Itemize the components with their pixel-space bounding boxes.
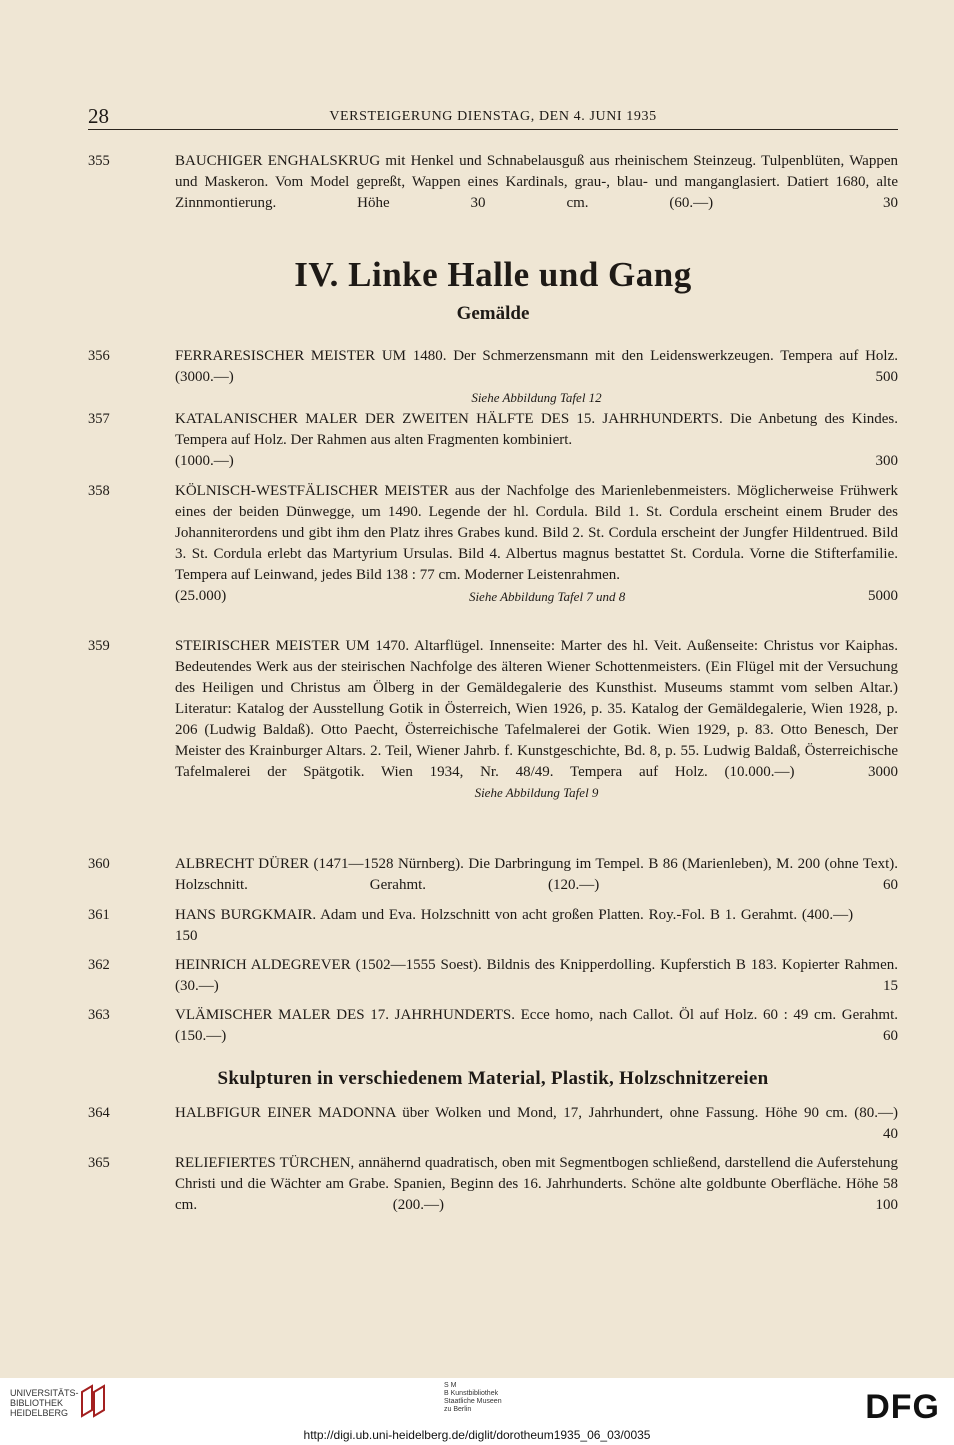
lot-price: 150 [175,928,198,944]
lot-description [175,955,898,997]
lot-number: 364 [88,1105,110,1121]
dfg-logo: DFG [865,1388,940,1426]
lot-text: ALBRECHT DÜRER (1471—1528 Nürnberg). Die Darbringung im Tempel. B 86 (Marienleben), M. 200 (ohne Text). Holzschnitt. Gerahmt. (120.—) [175,856,898,893]
lot-text: BAUCHIGER ENGHALSKRUG mit Henkel und Schnabelausguß aus rheinischem Steinzeug. Tulpenblüten, Wappen und Maskeron. Vom Model gepreßt, Wappen eines Kardinals, grau-, blau- und manganglasiert. Datiert 1680, alte Zinnmontierung. Höhe 30 cm. (60.—) [175,153,898,211]
university-logo-icon [78,1384,108,1418]
uni-line: BIBLIOTHEK [10,1398,64,1408]
lot-entry-362 [88,955,898,997]
digitization-footer [0,1378,954,1445]
lot-price: 60 [883,877,898,893]
lot-text: STEIRISCHER MEISTER UM 1470. Altarflügel. Innenseite: Marter des hl. Veit. Außenseite: Christus vor Kaiphas. Bedeutendes Werk aus der steirischen Nachfolge des älteren Wiener Schottenmeisters. (Ein Flügel mit der Versuchung des Heiligen und Christus am Ölberg in der Gemäldegalerie des Kunsthist. Museums stammt vom selben Altar.) Literatur: Katalog der Ausstellung Gotik in Österreich, Wien 1926, p. 35. Katalog der Gemäldegalerie, Wien 1928, p. 206 (Ludwig Baldaß). Otto Paecht, Österreichische Tafelmalerei der Gotik. Wien 1929, p. 83. Otto Benesch, Der Meister des Krainburger Altars. 2. Teil, Wiener Jahrb. f. Kunstgeschichte, Bd. 8, p. 55. Ludwig Baldaß, Österreichische Tafelmalerei der Spätgotik. Wien 1934, Nr. 48/49. Tempera auf Holz. (10.000.—) [175,638,898,780]
lot-description [175,346,898,388]
lot-price: 40 [883,1126,898,1142]
lot-description [175,636,898,783]
lot-entry-357 [88,409,898,472]
lot-number: 357 [88,411,110,427]
illustration-reference: Siehe Abbildung Tafel 7 und 8 [468,589,626,604]
smk-line: zu Berlin [444,1406,472,1413]
lot-number: 359 [88,638,110,654]
uni-line: UNIVERSITÄTS- [10,1388,79,1398]
section-title-sculptures: Skulpturen in verschiedenem Material, Plastik, Holzschnitzereien [217,1068,769,1089]
lot-description [175,1103,898,1145]
lot-price: 60 [883,1028,898,1044]
smk-line: S M [444,1382,457,1389]
kunstbibliothek-label [444,1382,502,1414]
lot-price: 100 [875,1197,899,1213]
lot-text: HEINRICH ALDEGREVER (1502—1555 Soest). Bildnis des Knipperdolling. Kupferstich B 183. Kopierter Rahmen. (30.—) [175,957,898,994]
lot-entry-355 [88,151,898,214]
lot-number: 365 [88,1155,110,1171]
lot-description [175,854,898,896]
lot-description [175,905,898,947]
smk-line: B Kunstbibliothek [444,1390,499,1397]
illustration-reference: Siehe Abbildung Tafel 9 [474,785,599,800]
lot-number: 355 [88,153,110,169]
lot-price-line [175,451,898,472]
running-title: VERSTEIGERUNG DIENSTAG, DEN 4. JUNI 1935 [329,109,657,124]
lot-entry-363 [88,1005,898,1047]
lot-entry-360 [88,854,898,896]
lot-number: 363 [88,1007,110,1023]
section-subtitle: Gemälde [456,303,530,324]
lot-text: HANS BURGKMAIR. Adam und Eva. Holzschnitt von acht großen Platten. Roy.-Fol. B 1. Gerahmt. (400.—) [175,907,854,923]
permalink-url[interactable]: http://digi.ub.uni-heidelberg.de/diglit/dorotheum1935_06_03/0035 [303,1428,651,1442]
lot-price-line [175,586,898,607]
uni-line: HEIDELBERG [10,1408,69,1418]
lot-number: 360 [88,856,110,872]
lot-entry-361 [88,905,898,947]
lot-description [175,151,898,214]
lot-number: 356 [88,348,110,364]
lot-entry-365 [88,1153,898,1216]
lot-description: KÖLNISCH-WESTFÄLISCHER MEISTER aus der Nachfolge des Marienlebenmeisters. Möglicherweise Frühwerk eines der beiden Dünwegge, um 1490. Legende der hl. Cordula. Bild 1. St. Cordula erscheint einem Bruder des Johanniterordens und gibt ihm den Platz ihres Grabes kund. Bild 2. St. Cordula erscheint der Jungfer Hildentrued. Bild 3. St. Cordula erlebt das Martyrium Ursulas. Bild 4. Albertus magnus bestattet St. Cordula. Vorne die Stifterfamilie. Tempera auf Leinwand, jedes Bild 138 : 77 cm. Moderner Leistenrahmen. [175,483,898,583]
lot-text: FERRARESISCHER MEISTER UM 1480. Der Schmerzensmann mit den Leidenswerkzeugen. Tempera auf Holz. (3000.—) [175,348,898,385]
lot-entry-359 [88,636,898,802]
section-title: IV. Linke Halle und Gang [294,255,692,294]
lot-estimate: (1000.—) [175,453,234,469]
lot-price: 500 [875,369,898,385]
lot-number: 358 [88,483,110,499]
lot-description [175,1153,898,1216]
lot-price: 5000 [868,588,898,604]
lot-text: VLÄMISCHER MALER DES 17. JAHRHUNDERTS. Ecce homo, nach Callot. Öl auf Holz. 60 : 49 cm. Gerahmt. (150.—) [175,1007,898,1044]
lot-number: 361 [88,907,110,923]
lot-description [175,1005,898,1047]
lot-entry-358 [88,481,898,607]
lot-price: 15 [883,978,898,994]
header-divider [88,129,898,130]
lot-description: KATALANISCHER MALER DER ZWEITEN HÄLFTE DES 15. JAHRHUNDERTS. Die Anbetung des Kindes. Tempera auf Holz. Der Rahmen aus alten Fragmenten kombiniert. [175,411,898,448]
lot-price: 30 [883,195,899,211]
university-library-label [10,1388,79,1418]
lot-estimate: (25.000) [175,588,227,604]
lot-number: 362 [88,957,110,973]
lot-entry-356 [88,346,898,407]
lot-text: HALBFIGUR EINER MADONNA über Wolken und Mond, 17, Jahrhundert, ohne Fassung. Höhe 90 cm. (80.—) [175,1105,898,1121]
page-header [88,104,898,130]
lot-price: 3000 [868,764,899,780]
illustration-reference: Siehe Abbildung Tafel 12 [471,390,602,405]
lot-text: RELIEFIERTES TÜRCHEN, annähernd quadratisch, oben mit Segmentbogen schließend, darstellend die Auferstehung Christi und die Wächter am Grabe. Spanien, Beginn des 16. Jahrhunderts. Schöne alte goldbunte Oberfläche. Höhe 58 cm. (200.—) [175,1155,898,1213]
page-number: 28 [88,104,109,128]
lot-entry-364 [88,1103,898,1145]
smk-line: Staatliche Museen [444,1398,502,1405]
lot-price: 300 [875,453,898,469]
